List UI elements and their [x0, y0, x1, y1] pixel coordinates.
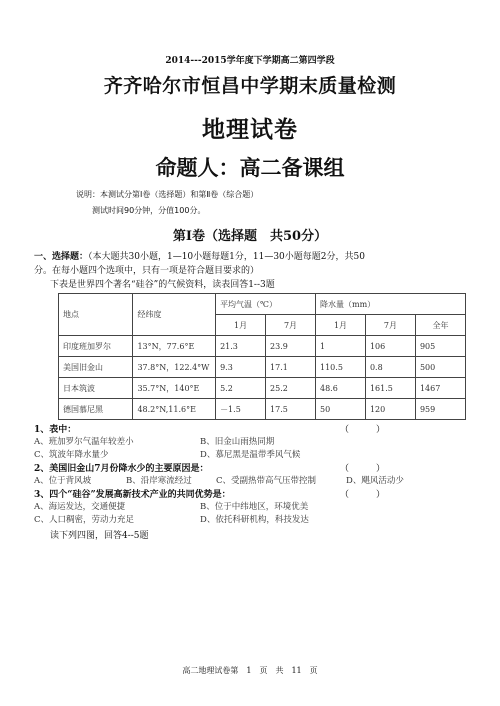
header-place: 地点: [59, 294, 133, 336]
school-title: 齐齐哈尔市恒昌中学期末质量检测: [103, 75, 397, 97]
header-coords: 经纬度: [133, 294, 216, 336]
table-row: [59, 399, 466, 420]
cell-temp-jul: 23.9: [266, 336, 316, 357]
cell-precip-year: 500: [415, 357, 465, 378]
cell-place: 日本筑波: [59, 378, 133, 399]
cell-temp-jan: 5.2: [216, 378, 266, 399]
question-2-option-d: D、飓风活动少: [346, 476, 404, 486]
section-heading: [34, 249, 365, 262]
header-precip: 降水量（mm）: [316, 294, 466, 315]
cell-temp-jul: 17.5: [266, 399, 316, 420]
question-2-option-a: A、位于背风坡: [34, 476, 92, 486]
subheader-precip-jul: 7月: [365, 315, 415, 336]
cell-temp-jan: 9.3: [216, 357, 266, 378]
cell-temp-jul: 25.2: [266, 378, 316, 399]
question-3-answer-paren: （ ）: [340, 490, 386, 500]
question-1-option-b: B、旧金山雨热同期: [200, 437, 275, 447]
cell-precip-jul: 0.8: [365, 357, 415, 378]
cell-temp-jan: －1.5: [216, 399, 266, 420]
question-1-option-a: A、班加罗尔气温年较差小: [34, 437, 134, 447]
cell-precip-year: 1467: [415, 378, 465, 399]
subheader-precip-jan: 1月: [316, 315, 366, 336]
section-desc-1: （本大题共30小题，1—10小题每题1分，11—30小题每题2分，共50: [88, 252, 365, 262]
cell-precip-jan: 110.5: [316, 357, 366, 378]
subheader-temp-jan: 1月: [216, 315, 266, 336]
climate-table: [58, 293, 466, 420]
year-line: 2014---2015学年度下学期高二第四学段: [165, 56, 335, 66]
cell-coords: 35.7°N，140°E: [133, 378, 216, 399]
cell-precip-jan: 48.6: [316, 378, 366, 399]
table-row: [59, 378, 466, 399]
cell-precip-year: 959: [415, 399, 465, 420]
cell-place: 美国旧金山: [59, 357, 133, 378]
section-desc-2: 分。在每小题四个选项中，只有一项是符合题目要求的）: [34, 266, 260, 276]
cell-temp-jul: 17.1: [266, 357, 316, 378]
subheader-temp-jul: 7月: [266, 315, 316, 336]
cell-precip-jul: 161.5: [365, 378, 415, 399]
cell-precip-jul: 106: [365, 336, 415, 357]
cell-precip-year: 905: [415, 336, 465, 357]
table-row: [59, 357, 466, 378]
cell-temp-jan: 21.3: [216, 336, 266, 357]
author-line: 命题人：高二备课组: [155, 156, 345, 180]
question-2-option-c: C、受副热带高气压带控制: [216, 476, 317, 486]
instructions-line1: 说明：本测试分第Ⅰ卷（选择题）和第Ⅱ卷（综合题）: [76, 190, 259, 199]
question-3-option-d: D、依托科研机构，科技发达: [200, 515, 309, 525]
question-1-option-c: C、筑波年降水量少: [34, 450, 109, 460]
cell-precip-jan: 1: [316, 336, 366, 357]
question-1-option-d: D、慕尼黑是温带季风气候: [200, 450, 301, 460]
header-temp: 平均气温（℃）: [216, 294, 316, 315]
question-3-option-c: C、人口稠密，劳动力充足: [34, 515, 135, 525]
question-3-option-b: B、位于中纬地区，环境优美: [200, 502, 309, 512]
read-next-instruction: 读下列四图，回答4--5题: [50, 531, 149, 541]
question-1-answer-paren: （ ）: [340, 425, 386, 435]
subheader-precip-year: 全年: [415, 315, 465, 336]
question-2-option-b: B、沿岸寒流经过: [126, 476, 192, 486]
question-3-stem: 3、四个“硅谷”发展高新技术产业的共同优势是：: [34, 490, 231, 500]
cell-precip-jul: 120: [365, 399, 415, 420]
question-2-answer-paren: （ ）: [340, 464, 386, 474]
volume-title: 第Ⅰ卷（选择题 共50分）: [172, 229, 328, 244]
subject-title: 地理试卷: [202, 116, 298, 143]
table-intro: 下表是世界四个著名“硅谷”的气候资料，读表回答1--3题: [50, 280, 275, 290]
cell-coords: 13°N，77.6°E: [133, 336, 216, 357]
page-footer: 高二地理试卷第 1 页 共 11 页: [182, 666, 318, 675]
question-2-stem: 2、美国旧金山7月份降水少的主要原因是：: [34, 464, 209, 474]
table-row: [59, 336, 466, 357]
cell-coords: 48.2°N,11.6°E: [133, 399, 216, 420]
cell-coords: 37.8°N，122.4°W: [133, 357, 216, 378]
question-3-option-a: A、海运发达，交通便捷: [34, 502, 126, 512]
question-1-stem: 1、表中：: [34, 425, 77, 435]
table-header-row: [59, 294, 466, 315]
section-label: 一、选择题：: [34, 252, 89, 262]
cell-precip-jan: 50: [316, 399, 366, 420]
instructions-line2: 测试时间90分钟，分值100分。: [92, 206, 206, 215]
cell-place: 印度班加罗尔: [59, 336, 133, 357]
cell-place: 德国慕尼黑: [59, 399, 133, 420]
